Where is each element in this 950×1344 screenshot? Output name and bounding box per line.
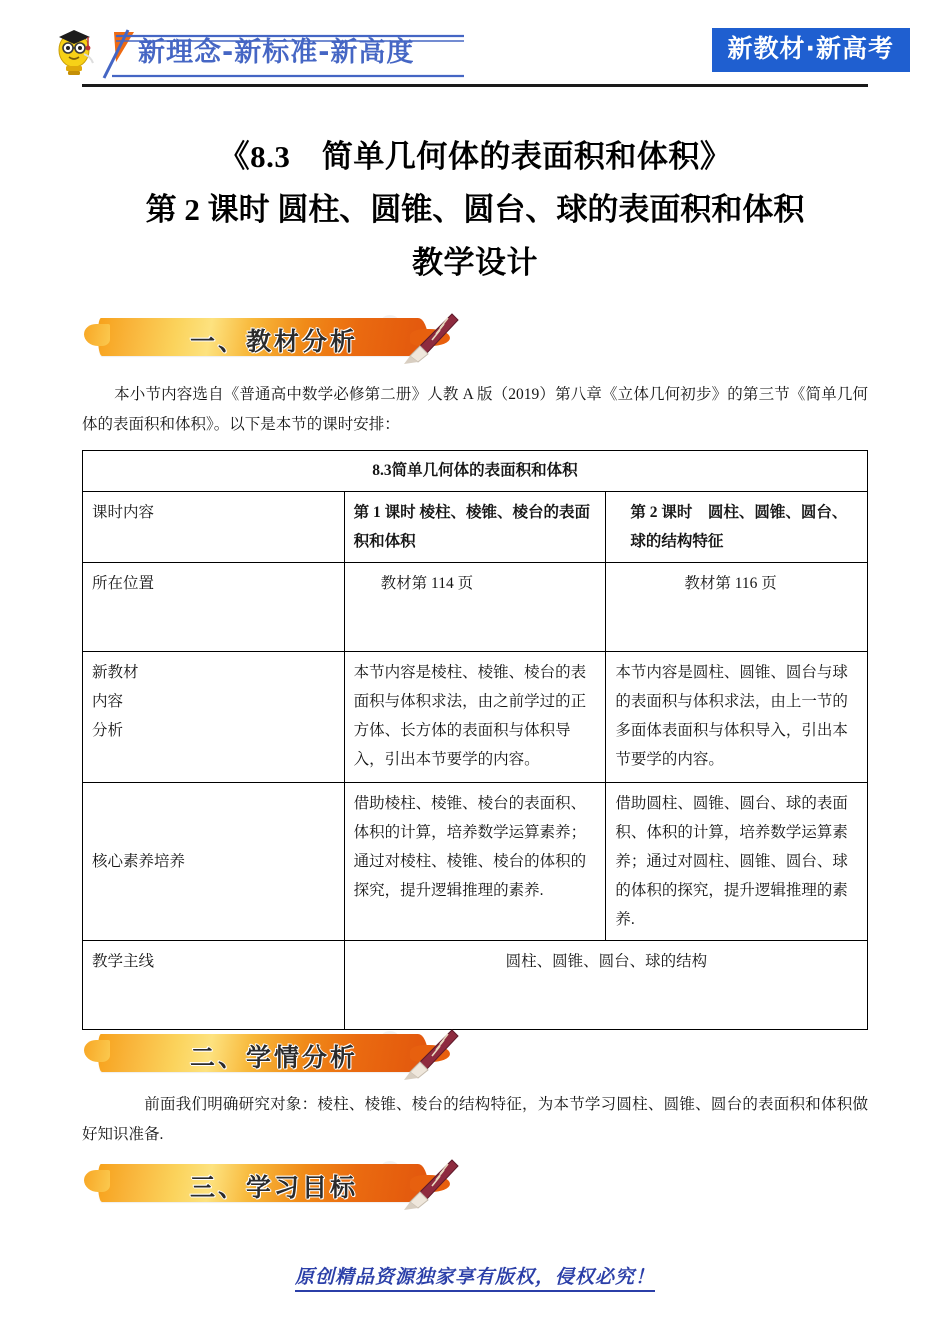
- row-2-col-2: 本节内容是圆柱、圆锥、圆台与球的表面积与体积求法，由上一节的多面体表面积与体积导入，引出本节要学的内容。: [606, 652, 868, 783]
- section-2-label: 二、学情分析: [190, 1045, 359, 1072]
- course-arrangement-table: [82, 450, 868, 1030]
- xueqing-text: 前面我们明确研究对象：棱柱、棱锥、棱台的结构特征，为本节学习圆柱、圆锥、圆台的表面积和体积做好知识准备.: [82, 1096, 868, 1143]
- xueqing-paragraph: [82, 1090, 868, 1150]
- title-line-2: 第 2 课时 圆柱、圆锥、圆台、球的表面积和体积: [145, 192, 805, 227]
- row-2-label-line-2: 内容: [92, 693, 124, 710]
- logo-slogan: 新理念-新标准-新高度: [138, 37, 415, 68]
- new-textbook-badge: 新教材·新高考: [712, 28, 911, 72]
- row-3-col-2: 借助圆柱、圆锥、圆台、球的表面积、体积的计算，培养数学运算素养；通过对圆柱、圆锥、圆台、球的体积的探究，提升逻辑推理的素养.: [606, 783, 868, 941]
- row-0-col-2: 第 2 课时 圆柱、圆锥、圆台、球的结构特征: [606, 492, 868, 563]
- row-0-col-1: 第 1 课时 棱柱、棱锥、棱台的表面积和体积: [344, 492, 606, 563]
- table-title-row: [83, 451, 868, 492]
- row-label-hexin-suyang: 核心素养培养: [83, 783, 345, 941]
- row-2-label-line-3: 分析: [92, 722, 124, 739]
- row-4-span: 圆柱、圆锥、圆台、球的结构: [344, 941, 867, 1030]
- row-1-col-2: 教材第 116 页: [606, 563, 868, 652]
- table-row: [83, 492, 868, 563]
- section-banner-xuexi-mubiao: [98, 1160, 458, 1206]
- row-label-suozai-weizhi: 所在位置: [83, 563, 345, 652]
- brand-logo: [50, 22, 470, 86]
- paintbrush-icon: [398, 1026, 462, 1082]
- section-banner-jiaocai-fenxi: [98, 314, 458, 360]
- section-3-label: 三、学习目标: [190, 1175, 359, 1202]
- title-line-1: 《8.3 简单几何体的表面积和体积》: [218, 139, 732, 174]
- row-2-label-line-1: 新教材: [92, 664, 139, 681]
- title-line-3: 教学设计: [412, 245, 538, 280]
- paintbrush-icon: [398, 310, 462, 366]
- table-title-cell: 8.3简单几何体的表面积和体积: [83, 451, 868, 492]
- page-header: [0, 0, 950, 105]
- paintbrush-icon: [398, 1156, 462, 1212]
- row-3-col-1: 借助棱柱、棱锥、棱台的表面积、体积的计算，培养数学运算素养；通过对棱柱、棱锥、棱台的体积的探究，提升逻辑推理的素养.: [344, 783, 606, 941]
- row-2-col-1: 本节内容是棱柱、棱锥、棱台的表面积与体积求法，由之前学过的正方体、长方体的表面积与体积导入，引出本节要学的内容。: [344, 652, 606, 783]
- page-title: [60, 130, 890, 289]
- section-banner-xueqing-fenxi: [98, 1030, 458, 1076]
- table-row: [83, 941, 868, 1030]
- table-row: [83, 783, 868, 941]
- intro-paragraph: [82, 380, 868, 440]
- table-row: [83, 563, 868, 652]
- row-label-xinjiaocai-fenxi: [83, 652, 345, 783]
- intro-text: 本小节内容选自《普通高中数学必修第二册》人教 A 版（2019）第八章《立体几何初步》的第三节《简单几何体的表面积和体积》。以下是本节的课时安排：: [82, 386, 868, 433]
- copyright-footer: [0, 1262, 950, 1289]
- copyright-text: 原创精品资源独家享有版权，侵权必究！: [295, 1266, 655, 1292]
- row-label-keshi-neirong: 课时内容: [83, 492, 345, 563]
- row-1-col-1: 教材第 114 页: [344, 563, 606, 652]
- table-row: [83, 652, 868, 783]
- header-divider: [82, 84, 868, 87]
- section-1-label: 一、教材分析: [190, 329, 359, 356]
- row-label-jiaoxue-zhuxian: 教学主线: [83, 941, 345, 1030]
